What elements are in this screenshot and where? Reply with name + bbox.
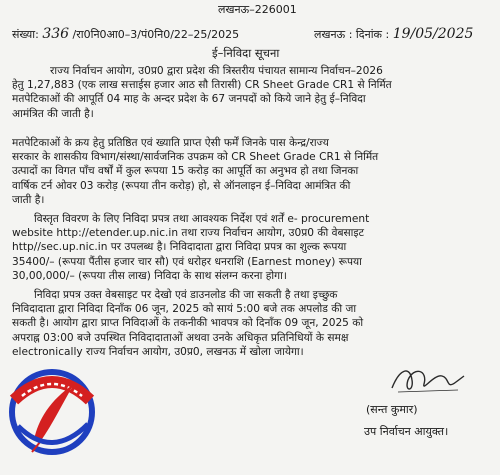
newspaper-logo-stamp	[4, 360, 100, 460]
paragraph-line: website http://etender.up.nic.in तथा राज्य निर्वाचन आयोग, उ0प्र0 की वेबसाइट	[12, 227, 364, 240]
paragraph-line: मतपेटिकाओं के क्रय हेतु प्रतिष्ठित एवं ख्याति प्राप्त ऐसी फर्में जिनके पास केन्द्र/राज्य	[12, 137, 329, 149]
signatory-name: (सन्त कुमार)	[366, 403, 418, 416]
office-address-line: लखनऊ–226001	[218, 3, 297, 16]
paragraph-line: अपराह्न 03:00 बजे उपस्थित निविदादाताओं अथवा उनके अधिकृत प्रतिनिधियों के समक्ष	[12, 331, 349, 344]
paragraph-line: आमंत्रित की जाती है।	[12, 107, 94, 120]
paragraph-line: राज्य निर्वाचन आयोग, उ0प्र0 द्वारा प्रदेश की त्रिस्तरीय पंचायत सामान्य निर्वाचन–2026	[50, 65, 383, 77]
date-prefix: लखनऊ : दिनांक :	[314, 28, 390, 41]
reference-prefix: संख्या:	[12, 28, 39, 41]
paragraph-line: सकती है। आयोग द्वारा प्राप्त निविदाओं के तकनीकी भावपत्र को दिनाँक 09 जून, 2025 को	[12, 317, 364, 330]
paragraph-line: जाती है।	[12, 193, 45, 206]
signatory-designation: उप निर्वाचन आयुक्त।	[364, 425, 449, 438]
paragraph-line: उत्पादों का विगत पाँच वर्षों में कुल रूपया 15 करोड़ का आपूर्ति का अनुभव हो तथा जिनका	[12, 165, 359, 178]
paragraph-1	[12, 64, 490, 121]
paragraph-line: सरकार के शासकीय विभाग/संस्था/सार्वजनिक उपक्रम को CR Sheet Grade CR1 से निर्मित	[12, 151, 379, 164]
date-line	[314, 26, 473, 42]
paragraph-line: http//sec.up.nic.in पर उपलब्ध है। निविदादाता द्वारा निविदा प्रपत्र का शुल्क रूपया	[12, 241, 347, 254]
paragraph-line: निविदादाता द्वारा निविदा दिनाँक 06 जून, 2025 को सायं 5:00 बजे तक अपलोड की जा	[12, 303, 357, 316]
reference-suffix: /रा0नि0आ0–3/पं0नि0/22–25/2025	[72, 28, 240, 41]
paragraph-line: मतपेटिकाओं की आपूर्ति 04 माह के अन्दर प्रदेश के 67 जनपदों को किये जाने हेतु ई–निविदा	[12, 93, 366, 106]
date-value: 19/05/2025	[392, 26, 474, 42]
signature-scribble	[388, 362, 468, 398]
paragraph-line: विस्तृत विवरण के लिए निविदा प्रपत्र तथा आवश्यक निर्देश एवं शर्तें e- procurement	[34, 213, 370, 225]
paragraph-line: निविदा प्रपत्र उक्त वेबसाइट पर देखो एवं डाउनलोड की जा सकती है तथा इच्छुक	[34, 289, 338, 301]
reference-number: 336	[42, 26, 70, 42]
notice-title: ई–निविदा सूचना	[212, 46, 280, 60]
paragraph-line: हेतु 1,27,883 (एक लाख सत्ताईस हजार आठ सौ तिरासी) CR Sheet Grade CR1 से निर्मित	[12, 79, 392, 92]
paragraph-4	[12, 288, 490, 359]
paragraph-line: 35400/– (रूपया पैंतीस हजार चार सौ) एवं धरोहर धनराशि (Earnest money) रूपया	[12, 255, 362, 268]
reference-line	[12, 26, 239, 42]
paragraph-2	[12, 136, 490, 207]
paragraph-line: electronically राज्य निर्वाचन आयोग, उ0प्र0, लखनऊ में खोला जायेगा।	[12, 345, 304, 358]
paragraph-line: वार्षिक टर्न ओवर 03 करोड़ (रूपया तीन करोड़) हो, से ऑनलाइन ई–निविदा आमंत्रित की	[12, 179, 351, 192]
paragraph-3	[12, 212, 490, 283]
paragraph-line: 30,00,000/– (रूपया तीस लाख) निविदा के साथ संलग्न करना होगा।	[12, 269, 287, 282]
